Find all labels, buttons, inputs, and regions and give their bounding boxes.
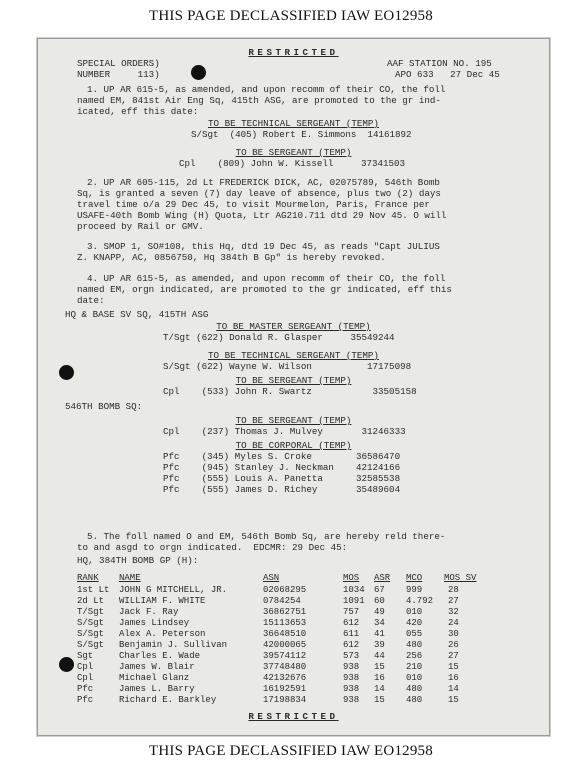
para2-line-5: proceed by Rail or GMV. [77, 221, 204, 232]
roster-asr: 67 [374, 585, 385, 595]
roster-mco: 420 [406, 618, 423, 628]
para1-heading-tech: TO BE TECHNICAL SERGEANT (TEMP) [208, 118, 379, 129]
para1-entry-sgt: Cpl (809) John W. Kissell 37341503 [179, 158, 406, 169]
roster-mos-sv: 26 [448, 640, 459, 650]
roster-mos: 938 [343, 673, 360, 683]
roster-mos: 757 [343, 607, 360, 617]
roster-asr: 41 [374, 629, 385, 639]
roster-mco: 480 [406, 695, 423, 705]
roster-asr: 14 [374, 684, 385, 694]
roster-name: JOHN G MITCHELL, JR. [119, 585, 228, 595]
roster-mco: 210 [406, 662, 423, 672]
roster-mco: 256 [406, 651, 423, 661]
roster-asr: 16 [374, 673, 385, 683]
roster-mos-sv: 28 [448, 585, 459, 595]
roster-asn: 42000065 [263, 640, 307, 650]
para4-line-1: 4. UP AR 615-5, as amended, and upon recomm of their CO, the foll [87, 273, 446, 284]
roster-asn: 42132676 [263, 673, 307, 683]
roster-header-name: NAME [119, 573, 141, 583]
roster-mco: 999 [406, 585, 423, 595]
roster-name: James W. Blair [119, 662, 195, 672]
roster-name: James L. Barry [119, 684, 195, 694]
roster-rank: Cpl [77, 662, 94, 672]
para1-heading-sgt: TO BE SERGEANT (TEMP) [235, 147, 352, 158]
roster-mos-sv: 14 [448, 684, 459, 694]
para4-line-3: date: [77, 295, 105, 306]
classification-footer: RESTRICTED [248, 711, 339, 722]
station-label: AAF STATION NO. 195 [387, 58, 492, 69]
roster-name: Alex A. Peterson [119, 629, 206, 639]
para1-line-1: 1. UP AR 615-5, as amended, and upon recomm of their CO, the foll [87, 84, 446, 95]
roster-asn: 0784254 [263, 596, 301, 606]
roster-mos: 612 [343, 640, 360, 650]
para4-entry-cpl: Pfc (555) James D. Richey 35489604 [163, 484, 401, 495]
roster-header-asr: ASR [374, 573, 391, 583]
roster-asr: 44 [374, 651, 385, 661]
roster-asr: 15 [374, 662, 385, 672]
roster-asr: 60 [374, 596, 385, 606]
roster-mos-sv: 15 [448, 662, 459, 672]
roster-asn: 17198834 [263, 695, 307, 705]
roster-mos-sv: 15 [448, 695, 459, 705]
para1-line-3: icated, eff this date: [77, 106, 199, 117]
para4-heading-sgt2: TO BE SERGEANT (TEMP) [235, 415, 352, 426]
roster-asn: 39574112 [263, 651, 307, 661]
roster-mos-sv: 30 [448, 629, 459, 639]
para4-entry-sgt2: Cpl (237) Thomas J. Mulvey 31246333 [163, 426, 406, 437]
para4-unit-hq: HQ & BASE SV SQ, 415TH ASG [65, 309, 209, 320]
para4-heading-cpl: TO BE CORPORAL (TEMP) [235, 440, 352, 451]
roster-mos: 938 [343, 695, 360, 705]
roster-asr: 39 [374, 640, 385, 650]
apo-date: APO 633 27 Dec 45 [395, 69, 500, 80]
roster-header-mos-sv: MOS SV [444, 573, 477, 583]
roster-asn: 37748480 [263, 662, 307, 672]
roster-mos-sv: 27 [448, 596, 459, 606]
roster-rank: 1st Lt [77, 585, 110, 595]
roster-name: Richard E. Barkley [119, 695, 217, 705]
para1-entry-tech: S/Sgt (405) Robert E. Simmons 14161892 [191, 129, 412, 140]
para4-heading-master: TO BE MASTER SERGEANT (TEMP) [216, 321, 371, 332]
roster-name: WILLIAM F. WHITE [119, 596, 206, 606]
roster-asn: 36862751 [263, 607, 307, 617]
classification-header: RESTRICTED [248, 47, 339, 58]
declassified-banner-bottom: THIS PAGE DECLASSIFIED IAW EO12958 [149, 743, 433, 759]
roster-rank: Pfc [77, 684, 94, 694]
para4-entry-cpl: Pfc (945) Stanley J. Neckman 42124166 [163, 462, 401, 473]
roster-mco: 055 [406, 629, 423, 639]
roster-rank: T/Sgt [77, 607, 105, 617]
roster-asn: 15113653 [263, 618, 307, 628]
roster-header-rank: RANK [77, 573, 99, 583]
roster-mos: 612 [343, 618, 360, 628]
roster-mco: 010 [406, 673, 423, 683]
roster-name: Michael Glanz [119, 673, 190, 683]
roster-header-asn: ASN [263, 573, 280, 583]
roster-mos: 611 [343, 629, 360, 639]
para4-entry-master: T/Sgt (622) Donald R. Glasper 35549244 [163, 332, 395, 343]
orders-label: SPECIAL ORDERS) [77, 58, 160, 69]
para4-heading-tech: TO BE TECHNICAL SERGEANT (TEMP) [208, 350, 379, 361]
para5-line-1: 5. The foll named O and EM, 546th Bomb Sq, are hereby reld there- [87, 531, 446, 542]
para4-entry-cpl: Pfc (555) Louis A. Panetta 32585538 [163, 473, 401, 484]
orders-number: NUMBER 113) [77, 69, 160, 80]
roster-rank: 2d Lt [77, 596, 105, 606]
roster-rank: Pfc [77, 695, 94, 705]
para2-line-2: Sq, is granted a seven (7) day leave of absence, plus two (2) days [77, 188, 441, 199]
roster-name: Jack F. Ray [119, 607, 179, 617]
para3-line-2: Z. KNAPP, AC, 0856750, Hq 384th B Gp" is hereby revoked. [77, 252, 386, 263]
roster-rank: Sgt [77, 651, 94, 661]
roster-mos-sv: 32 [448, 607, 459, 617]
roster-mos: 1091 [343, 596, 365, 606]
roster-mos: 573 [343, 651, 360, 661]
roster-mos: 938 [343, 662, 360, 672]
roster-rank: S/Sgt [77, 640, 105, 650]
para4-heading-sgt: TO BE SERGEANT (TEMP) [235, 375, 352, 386]
roster-asn: 16192591 [263, 684, 307, 694]
roster-rank: Cpl [77, 673, 94, 683]
para3-line-1: 3. SMOP 1, SO#108, this Hq, dtd 19 Dec 45, as reads "Capt JULIUS [87, 241, 440, 252]
roster-mco: 480 [406, 640, 423, 650]
roster-name: James Lindsey [119, 618, 190, 628]
para4-entry-tech: S/Sgt (622) Wayne W. Wilson 17175098 [163, 361, 412, 372]
roster-asr: 49 [374, 607, 385, 617]
document-page [37, 38, 550, 736]
roster-asr: 15 [374, 695, 385, 705]
declassified-banner-top: THIS PAGE DECLASSIFIED IAW EO12958 [149, 8, 433, 24]
roster-mos: 1034 [343, 585, 365, 595]
roster-rank: S/Sgt [77, 618, 105, 628]
roster-mco: 4.792 [406, 596, 434, 606]
para2-line-1: 2. UP AR 605-115, 2d Lt FREDERICK DICK, AC, 02075789, 546th Bomb [87, 177, 440, 188]
para2-line-3: travel time o/a 29 Dec 45, to visit Mourmelon, Paris, France per [77, 199, 430, 210]
roster-mos-sv: 24 [448, 618, 459, 628]
para1-line-2: named EM, 841st Air Eng Sq, 415th ASG, are promoted to the gr ind- [77, 95, 441, 106]
para4-line-2: named EM, orgn indicated, are promoted to the gr indicated, eff this [77, 284, 452, 295]
roster-asn: 02068295 [263, 585, 307, 595]
roster-mco: 480 [406, 684, 423, 694]
roster-name: Charles E. Wade [119, 651, 201, 661]
roster-mco: 010 [406, 607, 423, 617]
roster-mos-sv: 27 [448, 651, 459, 661]
para4-unit-546th: 546TH BOMB SQ: [65, 401, 143, 412]
roster-rank: S/Sgt [77, 629, 105, 639]
para5-line-2: to and asgd to orgn indicated. EDCMR: 29 Dec 45: [77, 542, 348, 553]
para4-entry-cpl: Pfc (345) Myles S. Croke 36586470 [163, 451, 401, 462]
roster-asn: 36648510 [263, 629, 307, 639]
special-orders-text [38, 39, 549, 735]
para5-unit: HQ, 384TH BOMB GP (H): [77, 555, 199, 566]
para4-entry-sgt: Cpl (533) John R. Swartz 33505158 [163, 386, 417, 397]
roster-asr: 34 [374, 618, 385, 628]
roster-mos: 938 [343, 684, 360, 694]
roster-name: Benjamin J. Sullivan [119, 640, 228, 650]
roster-header-mos: MOS [343, 573, 360, 583]
roster-header-mco: MCO [406, 573, 423, 583]
roster-mos-sv: 16 [448, 673, 459, 683]
para2-line-4: USAFE-40th Bomb Wing (H) Quota, Ltr AG210.711 dtd 29 Nov 45. O will [77, 210, 447, 221]
